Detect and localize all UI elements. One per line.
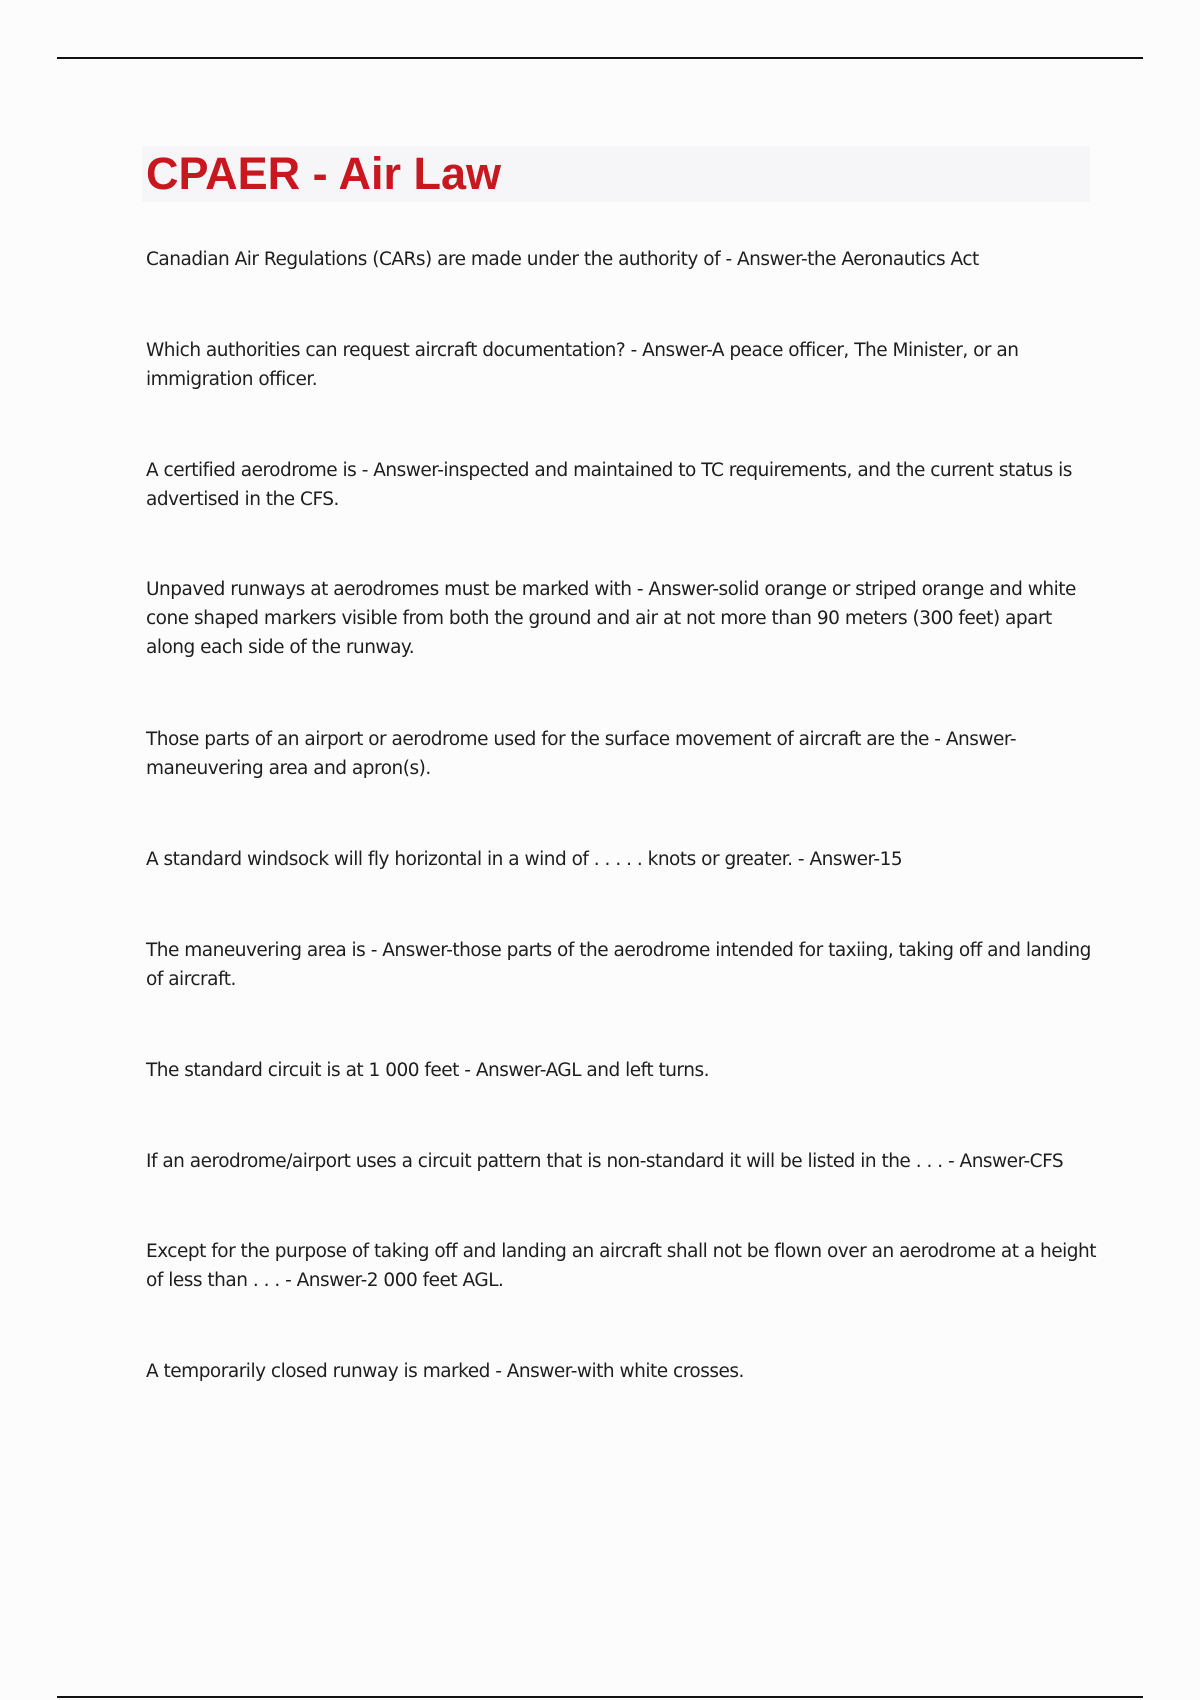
qa-item: The maneuvering area is - Answer-those parts of the aerodrome intended for taxiing, taking off and landing of aircraft. <box>146 940 1091 990</box>
qa-item: Canadian Air Regulations (CARs) are made under the authority of - Answer-the Aeronautics Act <box>146 249 979 270</box>
qa-item: Except for the purpose of taking off and landing an aircraft shall not be flown over an aerodrome at a height of less than . . . - Answer-2 000 feet AGL. <box>146 1241 1097 1291</box>
qa-item: A temporarily closed runway is marked - Answer-with white crosses. <box>146 1361 744 1382</box>
qa-item: If an aerodrome/airport uses a circuit pattern that is non-standard it will be listed in the . . . - Answer-CFS <box>146 1151 1064 1172</box>
page-title: CPAER - Air Law <box>146 148 502 199</box>
qa-item: A certified aerodrome is - Answer-inspected and maintained to TC requirements, and the current status is advertised in the CFS. <box>146 460 1072 510</box>
qa-item: A standard windsock will fly horizontal in a wind of . . . . . knots or greater. - Answer-15 <box>146 849 903 870</box>
header-rule <box>57 57 1143 59</box>
footer-rule <box>57 1696 1143 1698</box>
qa-item: Which authorities can request aircraft documentation? - Answer-A peace officer, The Minister, or an immigration officer. <box>146 340 1019 390</box>
qa-item: Unpaved runways at aerodromes must be marked with - Answer-solid orange or striped orange and white cone shaped markers visible from both the ground and air at not more than 90 meters (300 feet) apart along each side of the runway. <box>146 579 1076 658</box>
qa-item: Those parts of an airport or aerodrome used for the surface movement of aircraft are the - Answer-maneuvering area and apron(s). <box>146 729 1016 779</box>
qa-item: The standard circuit is at 1 000 feet - Answer-AGL and left turns. <box>146 1060 709 1081</box>
